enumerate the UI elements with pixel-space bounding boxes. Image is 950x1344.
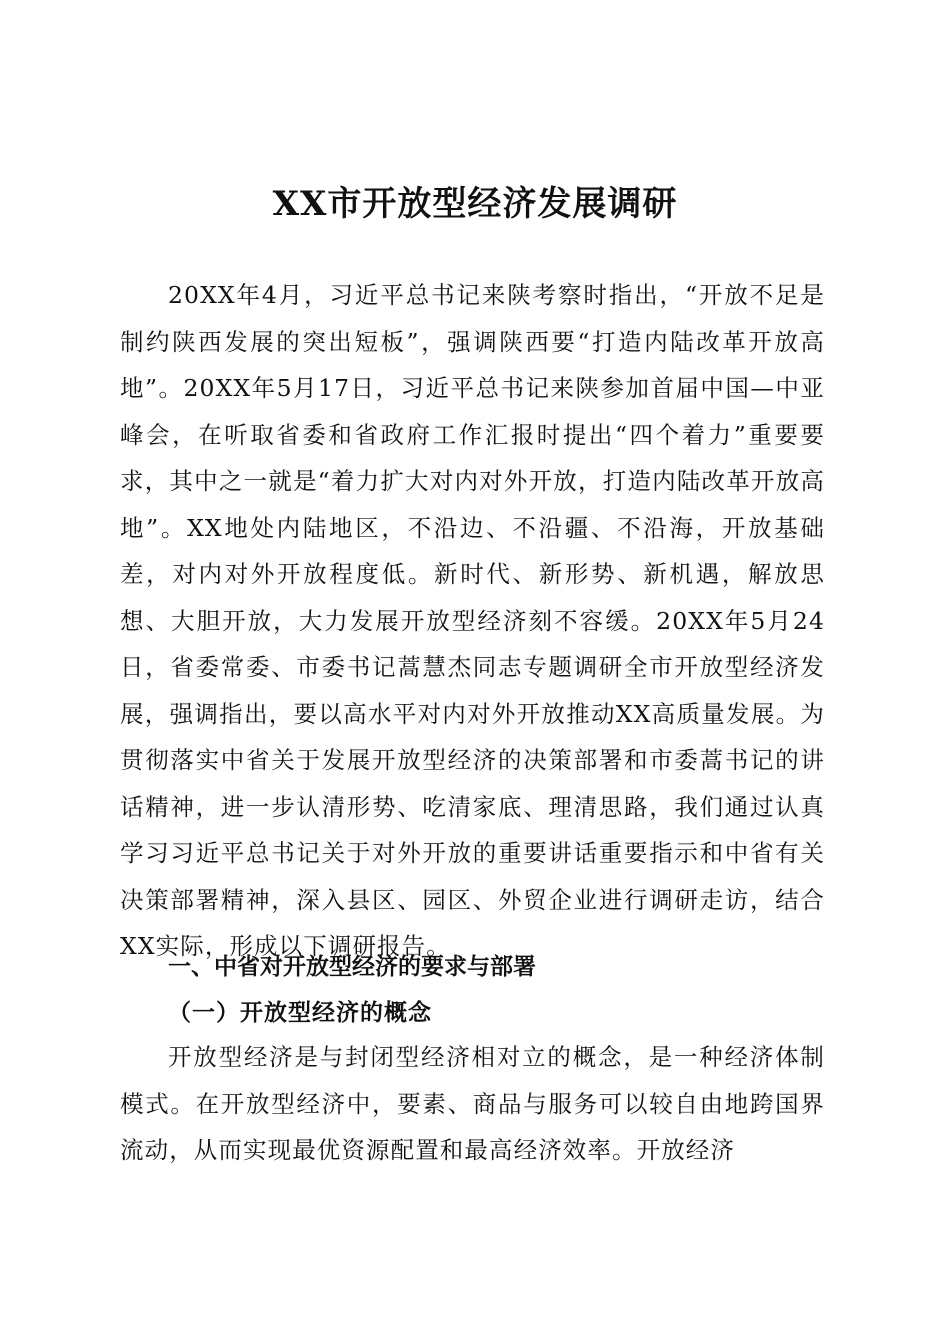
document-title: XX市开放型经济发展调研 xyxy=(272,184,678,224)
concept-paragraph: 开放型经济是与封闭型经济相对立的概念，是一种经济体制模式。在开放型经济中，要素、商品与服务可以较自由地跨国界流动，从而实现最优资源配置和最高经济效率。开放经济 xyxy=(120,1043,825,1164)
subsection-heading-1: （一）开放型经济的概念 xyxy=(168,999,432,1026)
intro-paragraph: 20XX年4月，习近平总书记来陕考察时指出，“开放不足是制约陕西发展的突出短板”，强调陕西要“打造内陆改革开放高地”。20XX年5月17日，习近平总书记来陕参加首届中国—中亚峰会，在听取省委和省政府工作汇报时提出“四个着力”重要要求，其中之一就是“着力扩大对内对外开放，打造内陆改革开放高地”。XX地处内陆地区，不沿边、不沿疆、不沿海，开放基础差，对内对外开放程度低。新时代、新形势、新机遇，解放思想、大胆开放，大力发展开放型经济刻不容缓。20XX年5月24日，省委常委、市委书记蒿慧杰同志专题调研全市开放型经济发展，强调指出，要以高水平对内对外开放推动XX高质量发展。为贯彻落实中省关于发展开放型经济的决策部署和市委蒿书记的讲话精神，进一步认清形势、吃清家底、理清思路，我们通过认真学习习近平总书记关于对外开放的重要讲话重要指示和中省有关决策部署精神，深入县区、园区、外贸企业进行调研走访，结合XX实际，形成以下调研报告。 xyxy=(120,281,825,960)
section-heading-1: 一、中省对开放型经济的要求与部署 xyxy=(168,954,536,980)
